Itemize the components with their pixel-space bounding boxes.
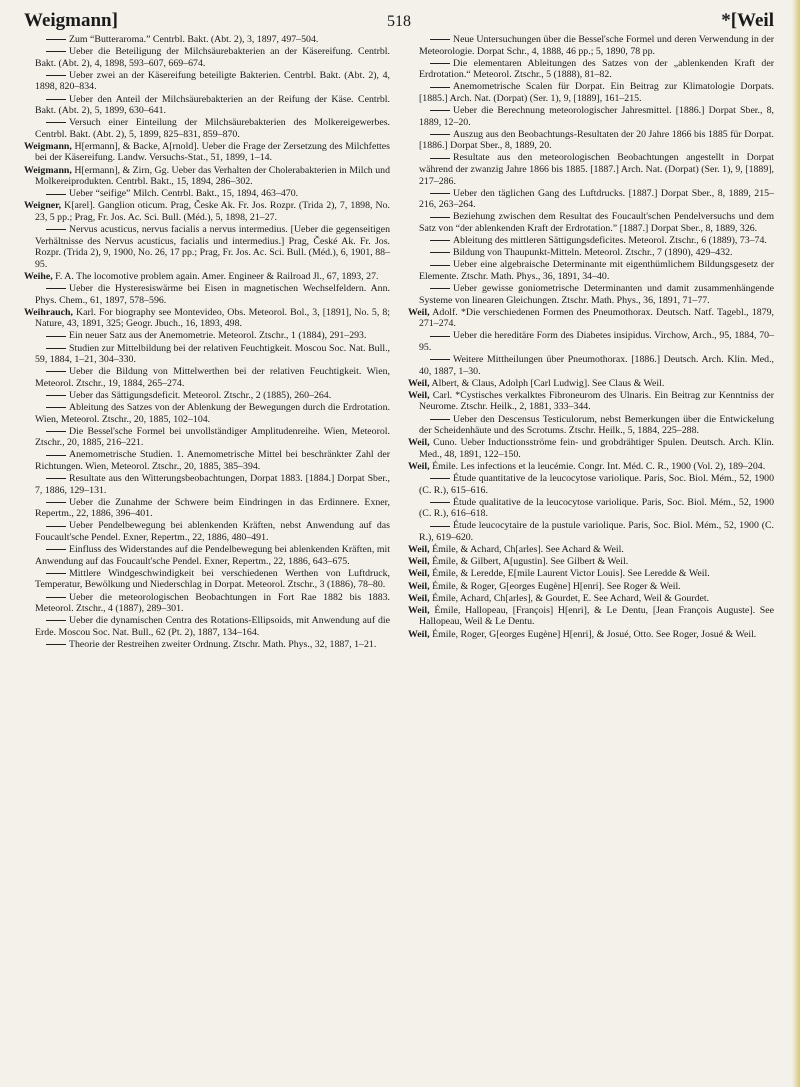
entry-text: Étude quantitative de la leucocytose variolique. Paris, Soc. Biol. Mém., 52, 1900 (C. R.), 615–616. [419, 473, 774, 496]
ditto-rule [46, 229, 66, 230]
entry-text: Ueber die Beteiligung der Milchsäurebakterien an der Käsereifung. Centrbl. Bakt. (Abt. 2), 4, 1898, 593–607, 669–674. [35, 46, 390, 69]
bibliography-entry [24, 520, 390, 543]
bibliography-entry [408, 473, 774, 496]
bibliography-entry [24, 117, 390, 140]
author-name: Weil, [408, 556, 430, 568]
bibliography-entry [24, 366, 390, 389]
ditto-rule [46, 194, 66, 195]
bibliography-entry [24, 46, 390, 69]
ditto-rule [46, 39, 66, 40]
entry-text: Resultate aus den Witterungsbeobachtungen, Dorpat 1883. [1884.] Dorpat Sber., 7, 1886, 129–131. [35, 473, 390, 496]
bibliography-entry [24, 224, 390, 270]
bibliography-entry [408, 497, 774, 520]
entry-text: Weitere Mittheilungen über Pneumothorax. [1886.] Deutsch. Arch. Klin. Med., 40, 1887, 1–30. [419, 354, 774, 377]
ditto-rule [46, 395, 66, 396]
bibliography-entry-author [408, 593, 774, 605]
entry-text: Émile, & Leredde, E[mile Laurent Victor Louis]. See Leredde & Weil. [429, 568, 710, 580]
entry-text: Versuch einer Einteilung der Milchsäurebakterien des Molkereigewerbes. Centrbl. Bakt. (Abt. 2), 5, 1899, 825–831, 859–870. [35, 117, 390, 140]
ditto-rule [430, 193, 450, 194]
ditto-rule [46, 371, 66, 372]
ditto-rule [46, 455, 66, 456]
ditto-rule [46, 336, 66, 337]
entry-text: Étude leucocytaire de la pustule variolique. Paris, Soc. Biol. Mém., 52, 1900 (C. R.), 619–620. [419, 520, 774, 544]
bibliography-entry [408, 354, 774, 377]
bibliography-entry-author [24, 307, 390, 330]
ditto-rule [430, 240, 450, 241]
page-edge [792, 0, 800, 1087]
entry-text: Ueber die Hysteresiswärme bei Eisen in magnetischen Wechselfeldern. Ann. Phys. Chem., 61, 1897, 578–596. [35, 283, 390, 306]
entry-text: K[arel]. Ganglion oticum. Prag, Česke Ak. Fr. Jos. Rozpr. (Trida 2), 7, 1898, No. 23, 5 pp.; Prag, Fr. Jos. Ac. Sci. Bull. (Méd.), 5, 1898, 21–27. [35, 200, 390, 223]
ditto-rule [430, 288, 450, 289]
ditto-rule [46, 51, 66, 52]
entry-text: H[ermann], & Zirn, Gg. Ueber das Verhalten der Cholerabakterien in Milch und Molkereiprodukten. Centrbl. Bakt., 15, 1894, 286–302. [35, 164, 390, 188]
entry-text: Ueber die hereditäre Form des Diabetes insipidus. Virchow, Arch., 95, 1884, 70–95. [419, 330, 774, 353]
ditto-rule [46, 620, 66, 621]
bibliography-entry [408, 414, 774, 437]
author-name: Weil, [408, 460, 430, 472]
author-name: Weil, [408, 306, 430, 318]
ditto-rule [430, 158, 450, 159]
bibliography-entry [24, 426, 390, 449]
ditto-rule [46, 549, 66, 550]
entry-text: Albert, & Claus, Adolph [Carl Ludwig]. See Claus & Weil. [429, 377, 665, 389]
author-name: Weihe, [24, 270, 53, 282]
entry-text: Resultate aus den meteorologischen Beobachtungen angestellt in Dorpat während der zwanzig Jahre 1866 bis 1885. [1887.] Arch. Nat. (Dorpat) (Ser. 1), 9, [1889], 217–286. [419, 152, 774, 187]
bibliography-entry-author [24, 271, 390, 283]
bibliography-entry [408, 283, 774, 306]
ditto-rule [46, 478, 66, 479]
bibliography-entry [24, 473, 390, 496]
ditto-rule [430, 419, 450, 420]
entry-text: Mittlere Windgeschwindigkeit bei verschiedenen Werthen von Luftdruck, Temperatur, Bewölkung und Niederschlag in Dorpat. Meteorol. Ztschr., 3 (1886), 78–80. [35, 567, 390, 591]
bibliography-entry [408, 211, 774, 234]
bibliography-entry-author [408, 568, 774, 580]
entry-text: Ueber den täglichen Gang des Luftdrucks. [1887.] Dorpat Sber., 8, 1889, 215–216, 263–264. [419, 187, 774, 211]
bibliography-entry-author [408, 390, 774, 413]
author-name: Weil, [408, 568, 430, 580]
entry-text: Studien zur Mittelbildung bei der relativen Feuchtigkeit. Moscou Soc. Nat. Bull., 59, 1884, 1–21, 304–330. [35, 342, 390, 366]
ditto-rule [430, 502, 450, 503]
ditto-rule [430, 39, 450, 40]
bibliography-entry [408, 235, 774, 247]
page-number: 518 [387, 13, 411, 30]
entry-text: F. A. The locomotive problem again. Amer. Engineer & Railroad Jl., 67, 1893, 27. [52, 270, 379, 282]
entry-text: Auszug aus den Beobachtungs-Resultaten der 20 Jahre 1866 bis 1885 für Dorpat. [1886.] Dorpat Sber., 8, 1889, 20. [419, 128, 774, 152]
entry-text: Carl. *Cystisches verkalktes Fibroneurom des Ulnaris. Ein Beitrag zur Kenntniss der Neurome. Ztschr. Heilk., 2, 1881, 333–344. [419, 389, 774, 413]
author-name: Weil, [408, 389, 430, 401]
ditto-rule [46, 122, 66, 123]
bibliography-entry [24, 94, 390, 117]
author-name: Weil, [408, 592, 430, 604]
ditto-rule [430, 217, 450, 218]
entry-text: Adolf. *Die verschiedenen Formen des Pneumothorax. Deutsch. Natf. Tagebl., 1879, 271–274. [419, 306, 774, 330]
bibliography-entry [24, 390, 390, 402]
entry-text: Émile, & Gilbert, A[ugustin]. See Gilbert & Weil. [429, 556, 629, 568]
right-column [408, 34, 774, 651]
ditto-rule [430, 526, 450, 527]
ditto-rule [46, 644, 66, 645]
entry-text: Zum “Butteraroma.” Centrbl. Bakt. (Abt. 2), 3, 1897, 497–504. [69, 34, 319, 45]
bibliography-entry [24, 70, 390, 93]
ditto-rule [46, 526, 66, 527]
header-right: *[Weil [721, 10, 774, 31]
entry-text: Cuno. Ueber Inductionsströme fein- und grobdrähtiger Spulen. Deutsch. Arch. Klin. Med., 48, 1891, 122–150. [419, 437, 774, 460]
entry-text: H[ermann], & Backe, A[rnold]. Ueber die Frage der Zersetzung des Milchfettes bei der Käsereifung. Landw. Versuchs-Stat., 51, 1899, 1–14. [35, 140, 390, 164]
author-name: Weigmann, [24, 164, 72, 176]
bibliography-entry [408, 58, 774, 81]
author-name: Weil, [408, 628, 430, 640]
entry-text: Anemometrische Studien. 1. Anemometrische Mittel bei beschränkter Zahl der Richtungen. Wien, Meteorol. Ztschr., 20, 1885, 385–394. [35, 449, 390, 472]
ditto-rule [46, 597, 66, 598]
author-name: Weigner, [24, 200, 62, 212]
entry-text: Ueber gewisse goniometrische Determinanten und damit zusammenhängende Systeme von linearen Gleichungen. Ztschr. Math. Phys., 36, 1891, 71–77. [419, 283, 774, 306]
ditto-rule [430, 336, 450, 337]
entry-text: Ueber eine algebraische Determinante mit eigenthümlichem Bildungsgesetz der Elemente. Ztschr. Math. Phys., 36, 1891, 34–40. [419, 259, 774, 282]
entry-text: Anemometrische Scalen für Dorpat. Ein Beitrag zur Klimatologie Dorpats. [1885.] Arch. Nat. (Dorpat) (Ser. 1), 9, [1889], 161–215. [419, 81, 774, 104]
author-name: Weil, [408, 580, 430, 592]
bibliography-entry [408, 129, 774, 152]
entry-text: Émile, & Achard, Ch[arles]. See Achard & Weil. [429, 544, 624, 556]
entry-text: Die Bessel'sche Formel bei unvollständiger Amplitudenreihe. Wien, Meteorol. Ztschr., 20, 1885, 216–221. [35, 425, 390, 449]
bibliography-entry [24, 330, 390, 342]
ditto-rule [430, 110, 450, 111]
bibliography-entry [24, 188, 390, 200]
ditto-rule [46, 573, 66, 574]
entry-text: Nervus acusticus, nervus facialis a nervus intermedius. [Ueber die gegenseitigen Verhältnisse des Nervus acusticus, facialis und intermedius.] Prag, České Ak. Fr. Jos. Rozpr. (Trida 2), 9, 1900, No. 26, 17 pp.; Prag, Fr. Jos. Ac. Sci. Bull. (Méd.), 6, 1901, 88–95. [35, 224, 390, 270]
bibliography-entry [24, 615, 390, 638]
bibliography-entry-author [408, 605, 774, 628]
left-column [24, 34, 390, 651]
bibliography-entry [24, 402, 390, 425]
ditto-rule [46, 348, 66, 349]
entry-text: Ueber die Bildung von Mittelwerthen bei der relativen Feuchtigkeit. Wien, Meteorol. Ztschr., 19, 1884, 265–274. [35, 366, 390, 389]
ditto-rule [430, 478, 450, 479]
bibliography-entry [24, 343, 390, 366]
entry-text: Émile, Hallopeau, [François] H[enri], & Le Dentu, [Jean François Auguste]. See Hallopeau, Weil & Le Dentu. [419, 604, 774, 628]
bibliography-entry-author [408, 581, 774, 593]
entry-text: Karl. For biography see Montevideo, Obs. Meteorol. Bol., 3, [1891], No. 5, 8; Nature, 43, 1891, 325; Geogr. Jbuch., 16, 1893, 498. [35, 306, 390, 330]
author-name: Weil, [408, 604, 430, 616]
entry-text: Émile, Achard, Ch[arles], & Gourdet, E. See Achard, Weil & Gourdet. [429, 592, 710, 604]
bibliography-entry-author [24, 200, 390, 223]
bibliography-entry-author [408, 378, 774, 390]
bibliography-entry-author [24, 165, 390, 188]
bibliography-entry-author [408, 544, 774, 556]
bibliography-entry-author [408, 629, 774, 641]
entry-text: Bildung von Thaupunkt-Mitteln. Meteorol. Ztschr., 7 (1890), 429–432. [453, 247, 733, 259]
author-name: Weil, [408, 377, 430, 389]
bibliography-entry [408, 330, 774, 353]
bibliography-entry [408, 188, 774, 211]
bibliography-entry [408, 259, 774, 282]
author-name: Weil, [408, 544, 430, 556]
author-name: Weigmann, [24, 140, 72, 152]
entry-text: Émile, Roger, G[eorges Eugène] H[enri], & Josué, Otto. See Roger, Josué & Weil. [429, 628, 757, 640]
ditto-rule [430, 265, 450, 266]
bibliography-entry [408, 34, 774, 57]
bibliography-entry [408, 247, 774, 259]
running-header [24, 0, 774, 34]
ditto-rule [430, 252, 450, 253]
ditto-rule [430, 134, 450, 135]
entry-text: Émile, & Roger, G[eorges Eugène] H[enri]. See Roger & Weil. [429, 580, 681, 592]
bibliography-entry [24, 34, 390, 46]
entry-text: Einfluss des Widerstandes auf die Pendelbewegung bei ablenkenden Kräften, mit Anwendung auf das Foucault'sche Pendel. Exner, Repertm., 22, 1886, 643–675. [35, 544, 390, 567]
header-left: Weigmann] [24, 10, 118, 31]
entry-text: Neue Untersuchungen über die Bessel'sche Formel und deren Verwendung in der Meteorologie. Dorpat Schr., 4, 1888, 46 pp.; 5, 1890, 78 pp. [419, 34, 774, 57]
bibliography-entry-author [408, 307, 774, 330]
bibliography-entry-author [408, 461, 774, 473]
ditto-rule [430, 63, 450, 64]
author-name: Weihrauch, [24, 306, 73, 318]
ditto-rule [46, 502, 66, 503]
entry-text: Ueber den Anteil der Milchsäurebakterien an der Reifung der Käse. Centrbl. Bakt. (Abt. 2), 5, 1899, 630–641. [35, 93, 390, 117]
entry-text: Ueber die meteorologischen Beobachtungen in Fort Rae 1882 bis 1883. Meteorol. Ztschr., 4 (1887), 289–301. [35, 591, 390, 615]
entry-text: Ueber die Berechnung meteorologischer Jahresmittel. [1886.] Dorpat Sber., 8, 1889, 12–20. [419, 105, 774, 128]
entry-text: Ueber den Descensus Testiculorum, nebst Bemerkungen über die Entwickelung der Scheidenhäute und des Scrotums. Ztschr. Heilk., 5, 1884, 225–288. [419, 413, 774, 437]
bibliography-entry-author [24, 141, 390, 164]
entry-text: Ableitung des mittleren Sättigungsdeficites. Meteorol. Ztschr., 6 (1889), 73–74. [453, 235, 767, 247]
ditto-rule [46, 288, 66, 289]
ditto-rule [46, 75, 66, 76]
bibliography-entry [408, 105, 774, 128]
entry-text: Ueber “seifige” Milch. Centrbl. Bakt., 15, 1894, 463–470. [69, 188, 299, 200]
entry-text: Ein neuer Satz aus der Anemometrie. Meteorol. Ztschr., 1 (1884), 291–293. [69, 330, 367, 342]
bibliography-entry-author [408, 437, 774, 460]
bibliography-entry [408, 152, 774, 187]
bibliography-entry [24, 568, 390, 591]
bibliography-entry [24, 283, 390, 306]
ditto-rule [46, 431, 66, 432]
entry-text: Ueber die Zunahme der Schwere beim Eindringen in das Erdinnere. Exner, Repertm., 22, 1886, 396–401. [35, 496, 390, 520]
ditto-rule [430, 87, 450, 88]
author-name: Weil, [408, 437, 430, 449]
entry-text: Beziehung zwischen dem Resultat des Foucault'schen Pendelversuchs und dem Satz von “der ablenkenden Kraft der Erdrotation.” [1887.] Dorpat Sber., 8, 1889, 326. [419, 211, 774, 234]
bibliography-entry [24, 592, 390, 615]
bibliography-entry [408, 520, 774, 543]
columns [24, 34, 774, 651]
entry-text: Émile. Les infections et la leucémie. Congr. Int. Méd. C. R., 1900 (Vol. 2), 189–204. [429, 460, 766, 472]
bibliography-entry [24, 449, 390, 472]
entry-text: Ueber das Sättigungsdeficit. Meteorol. Ztschr., 2 (1885), 260–264. [69, 389, 332, 401]
ditto-rule [430, 359, 450, 360]
bibliography-entry [408, 81, 774, 104]
entry-text: Ueber Pendelbewegung bei ablenkenden Kräften, nebst Anwendung auf das Foucault'sche Pendel. Exner, Repertm., 22, 1886, 480–491. [35, 520, 390, 544]
entry-text: Étude qualitative de la leucocytose variolique. Paris, Soc. Biol. Mém., 52, 1900 (C. R.), 616–618. [419, 496, 774, 520]
entry-text: Ableitung des Satzes von der Ablenkung der Bewegungen durch die Erdrotation. Wien, Meteorol. Ztschr., 20, 1885, 102–104. [35, 402, 390, 425]
ditto-rule [46, 99, 66, 100]
entry-text: Theorie der Restreihen zweiter Ordnung. Ztschr. Math. Phys., 32, 1887, 1–21. [69, 638, 377, 650]
entry-text: Ueber die dynamischen Centra des Rotations-Ellipsoids, mit Anwendung auf die Erde. Moscou Soc. Nat. Bull., 62 (Pt. 2), 1887, 134–164. [35, 615, 390, 638]
bibliography-entry [24, 544, 390, 567]
bibliography-entry [24, 639, 390, 651]
ditto-rule [46, 407, 66, 408]
bibliography-entry [24, 497, 390, 520]
entry-text: Ueber zwei an der Käsereifung beteiligte Bakterien. Centrbl. Bakt. (Abt. 2), 4, 1898, 820–834. [35, 69, 390, 93]
bibliography-entry-author [408, 556, 774, 568]
entry-text: Die elementaren Ableitungen des Satzes von der „ablenkenden Kraft der Erdrotation.“ Meteorol. Ztschr., 5 (1888), 81–82. [419, 57, 774, 81]
